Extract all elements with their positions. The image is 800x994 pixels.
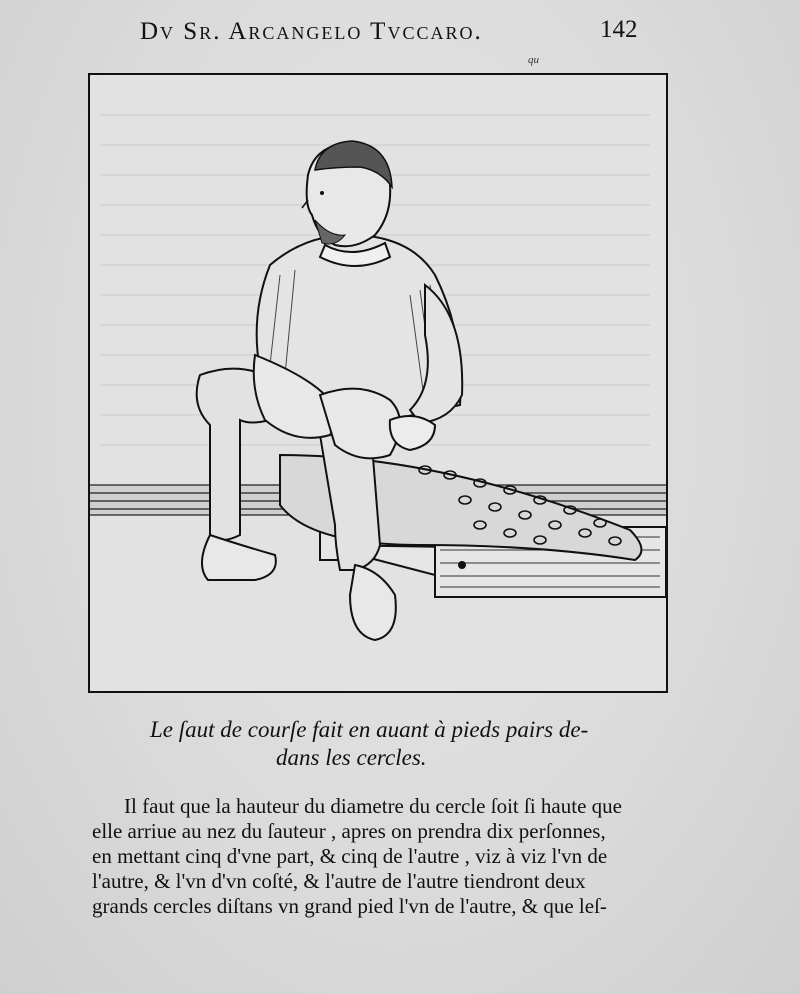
body-line: en mettant cinq d'vne part, & cinq de l'autre , viz à viz l'vn de	[92, 844, 608, 868]
body-line: Il faut que la hauteur du diametre du cercle ſoit ſi haute que	[124, 794, 622, 818]
body-line: grands cercles diſtans vn grand pied l'vn de l'autre, & que leſ-	[92, 894, 607, 918]
body-line: elle arriue au nez du ſauteur , apres on prendra dix perſonnes,	[92, 819, 606, 843]
catchword: qu	[528, 54, 539, 66]
page-number: 142	[600, 16, 638, 43]
page-header	[0, 14, 800, 66]
illustration-caption	[150, 716, 600, 772]
body-paragraph	[92, 794, 672, 919]
body-line: l'autre, & l'vn d'vn coſté, & l'autre de l'autre tiendront deux	[92, 869, 586, 893]
woodcut-illustration	[88, 73, 668, 693]
caption-line-1: Le ſaut de courſe fait en auant à pieds pairs de-	[150, 717, 589, 742]
running-head: Dv Sr. Arcangelo Tvccaro.	[140, 18, 483, 45]
caption-line-2: dans les cercles.	[276, 745, 427, 770]
